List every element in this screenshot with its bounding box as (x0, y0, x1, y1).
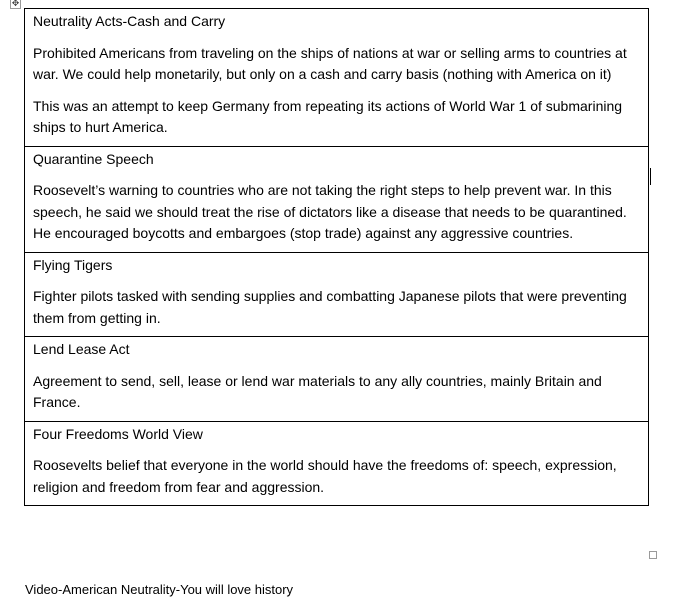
table-row (25, 421, 649, 506)
table-row (25, 337, 649, 422)
term-heading: Lend Lease Act (33, 341, 130, 357)
table-resize-handle-icon[interactable] (649, 551, 657, 559)
definition-paragraph: This was an attempt to keep Germany from repeating its actions of World War 1 of submarining ships to hurt America. (33, 97, 623, 135)
definition-paragraph: Prohibited Americans from traveling on the ships of nations at war or selling arms to countries at war. We could help monetarily, but only on a cash and carry basis (nothing with America on it) (33, 44, 627, 82)
definition-paragraph: Fighter pilots tasked with sending supplies and combatting Japanese pilots that were preventing them from getting in. (33, 288, 627, 326)
table-move-handle-icon[interactable]: ✥ (11, 0, 20, 8)
video-reference-text: Video-American Neutrality-You will love history (25, 582, 294, 597)
table-row (25, 146, 649, 252)
term-heading: Quarantine Speech (33, 150, 154, 167)
notes-table (24, 8, 649, 506)
term-heading: Flying Tigers (33, 256, 113, 273)
definition-paragraph: Roosevelt’s warning to countries who are not taking the right steps to help prevent war. In this speech, he said we should treat the rise of dictators like a disease that needs to be quarantined. He encouraged boycotts and embargoes (stop trade) against any aggressive countries. (33, 182, 627, 241)
table-row (25, 9, 649, 147)
table-cell[interactable] (25, 252, 649, 337)
text-cursor (650, 168, 651, 185)
term-heading: Neutrality Acts-Cash and Carry (33, 13, 226, 29)
definition-paragraph: Agreement to send, sell, lease or lend war materials to any ally countries, mainly Britain and France. (33, 372, 602, 410)
table-cell[interactable] (25, 337, 649, 422)
table-cell[interactable] (25, 146, 649, 252)
term-heading: Four Freedoms World View (33, 425, 203, 442)
table-cell[interactable] (25, 421, 649, 506)
table-cell[interactable] (25, 9, 649, 147)
table-row (25, 252, 649, 337)
definition-paragraph: Roosevelts belief that everyone in the world should have the freedoms of: speech, expression, religion and freedom from fear and aggression. (33, 457, 617, 495)
